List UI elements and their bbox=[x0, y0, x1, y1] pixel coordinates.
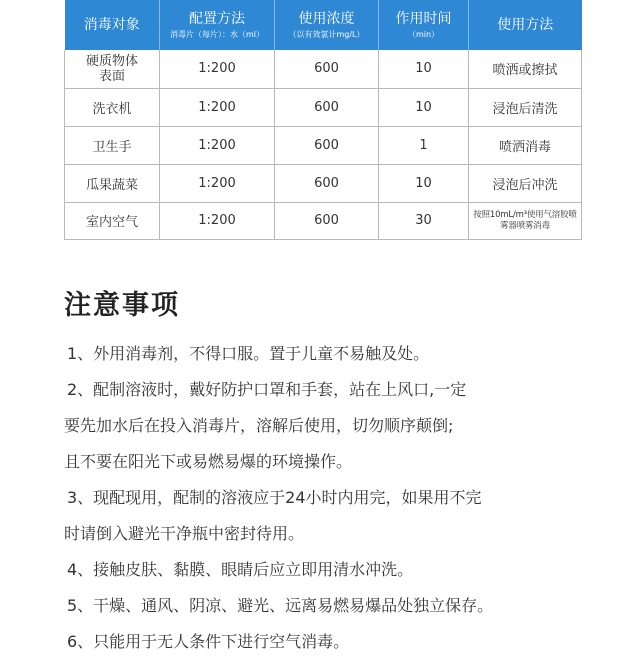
table-row bbox=[65, 164, 582, 202]
cell-time: 10 bbox=[379, 50, 469, 88]
note-line: 要先加水后在投入消毒片，溶解后使用，切勿顺序颠倒; bbox=[64, 416, 454, 435]
cell-concentration: 600 bbox=[275, 50, 379, 88]
header-time: 作用时间 （min） bbox=[379, 0, 469, 50]
cell-method: 浸泡后冲洗 bbox=[469, 164, 582, 202]
note-line: 且不要在阳光下或易燃易爆的环境操作。 bbox=[64, 452, 353, 471]
cell-concentration: 600 bbox=[275, 164, 379, 202]
cell-object: 室内空气 bbox=[65, 202, 160, 239]
cell-time: 1 bbox=[379, 126, 469, 164]
note-line: 5、干燥、通风、阴凉、避光、远离易燃易爆品处独立保存。 bbox=[67, 596, 494, 615]
note-line: 时请倒入避光干净瓶中密封待用。 bbox=[64, 524, 305, 543]
table-row bbox=[65, 126, 582, 164]
cell-object: 洗衣机 bbox=[65, 88, 160, 126]
header-concentration: 使用浓度 （以有效氯计mg/L） bbox=[275, 0, 379, 50]
cell-concentration: 600 bbox=[275, 126, 379, 164]
table-row bbox=[65, 88, 582, 126]
note-line: 2、配制溶液时，戴好防护口罩和手套，站在上风口,一定 bbox=[67, 380, 467, 399]
note-line: 6、只能用于无人条件下进行空气消毒。 bbox=[67, 632, 350, 651]
note-line: 4、接触皮肤、黏膜、眼睛后应立即用清水冲洗。 bbox=[67, 560, 414, 579]
header-ratio: 配置方法 消毒片（每片）：水（ml） bbox=[160, 0, 275, 50]
cell-method: 按照10mL/m³使用气溶胶喷雾器喷雾消毒 bbox=[469, 202, 582, 239]
disinfection-table bbox=[64, 0, 582, 240]
header-method: 使用方法 bbox=[497, 17, 554, 33]
disinfection-table-container bbox=[64, 0, 581, 240]
cell-time: 10 bbox=[379, 88, 469, 126]
cell-object: 硬质物体表面 bbox=[65, 50, 160, 88]
cell-ratio: 1:200 bbox=[160, 164, 275, 202]
table-row bbox=[65, 202, 582, 239]
cell-time: 30 bbox=[379, 202, 469, 239]
table-row bbox=[65, 50, 582, 88]
table-header-row bbox=[65, 0, 582, 50]
notes-list bbox=[64, 340, 584, 664]
cell-method: 喷洒或擦拭 bbox=[469, 50, 582, 88]
cell-ratio: 1:200 bbox=[160, 50, 275, 88]
header-object: 消毒对象 bbox=[65, 0, 160, 50]
cell-method: 喷洒消毒 bbox=[469, 126, 582, 164]
cell-ratio: 1:200 bbox=[160, 126, 275, 164]
notes-title: 注意事项 bbox=[64, 290, 180, 321]
cell-ratio: 1:200 bbox=[160, 202, 275, 239]
cell-concentration: 600 bbox=[275, 202, 379, 239]
note-line: 3、现配现用，配制的溶液应于24小时内用完，如果用不完 bbox=[67, 488, 482, 507]
cell-time: 10 bbox=[379, 164, 469, 202]
cell-object: 瓜果蔬菜 bbox=[65, 164, 160, 202]
cell-method: 浸泡后清洗 bbox=[469, 88, 582, 126]
cell-object: 卫生手 bbox=[65, 126, 160, 164]
cell-concentration: 600 bbox=[275, 88, 379, 126]
note-line: 1、外用消毒剂，不得口服。置于儿童不易触及处。 bbox=[67, 344, 430, 363]
cell-ratio: 1:200 bbox=[160, 88, 275, 126]
